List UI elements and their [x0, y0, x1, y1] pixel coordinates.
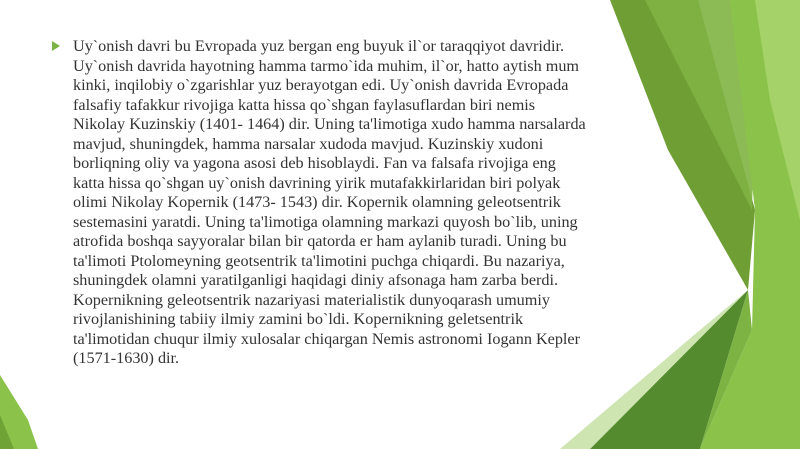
text-content — [52, 37, 612, 369]
triangle-bullet-icon — [52, 41, 60, 51]
bullet-paragraph: Uy`onish davri bu Evropada yuz bergan eng buyuk il`or taraqqiyot davridir. Uy`onish davrida hayotning hamma tarmo`ida muhim, il`or, hatto aytish mum kinki, inqilobiy o`zgarishlar yuz berayotgan edi. Uy`onish davrida Evropada falsafiy tafakkur rivojiga katta hissa qo`shgan faylasuflardan biri nemis Nikolay Kuzinskiy (1401- 1464) dir. Uning ta'limotiga xudo hamma narsalarda mavjud, shuningdek, hamma narsalar xudoda mavjud. Kuzinskiy xudoni borliqning oliy va yagona asosi deb hisoblaydi. Fan va falsafa rivojiga eng katta hissa qo`shgan uy`onish davrining yirik mutafakkirlaridan biri polyak olimi Nikolay Kopernik (1473- 1543) dir. Kopernik olamning geleotsentrik sestemasini yaratdi. Uning ta'limotiga olamning markazi quyosh bo`lib, uning atrofida boshqa sayyoralar bilan bir qatorda er ham aylanib turadi. Uning bu ta'limoti Ptolomeyning geotsentrik ta'limotini puchga chiqardi. Bu nazariya, shuningdek olamni yaratilganligi haqidagi diniy afsonaga ham zarba berdi. Kopernikning geleotsentrik nazariyasi materialistik dunyoqarash umumiy rivojlanishining tabiiy ilmiy zamini bo`ldi. Kopernikning geletsentrik ta'limotidan chuqur ilmiy xulosalar chiqargan Nemis astronomi Iogann Kepler (1571-1630) dir. — [73, 37, 586, 367]
bullet-item — [52, 37, 612, 369]
